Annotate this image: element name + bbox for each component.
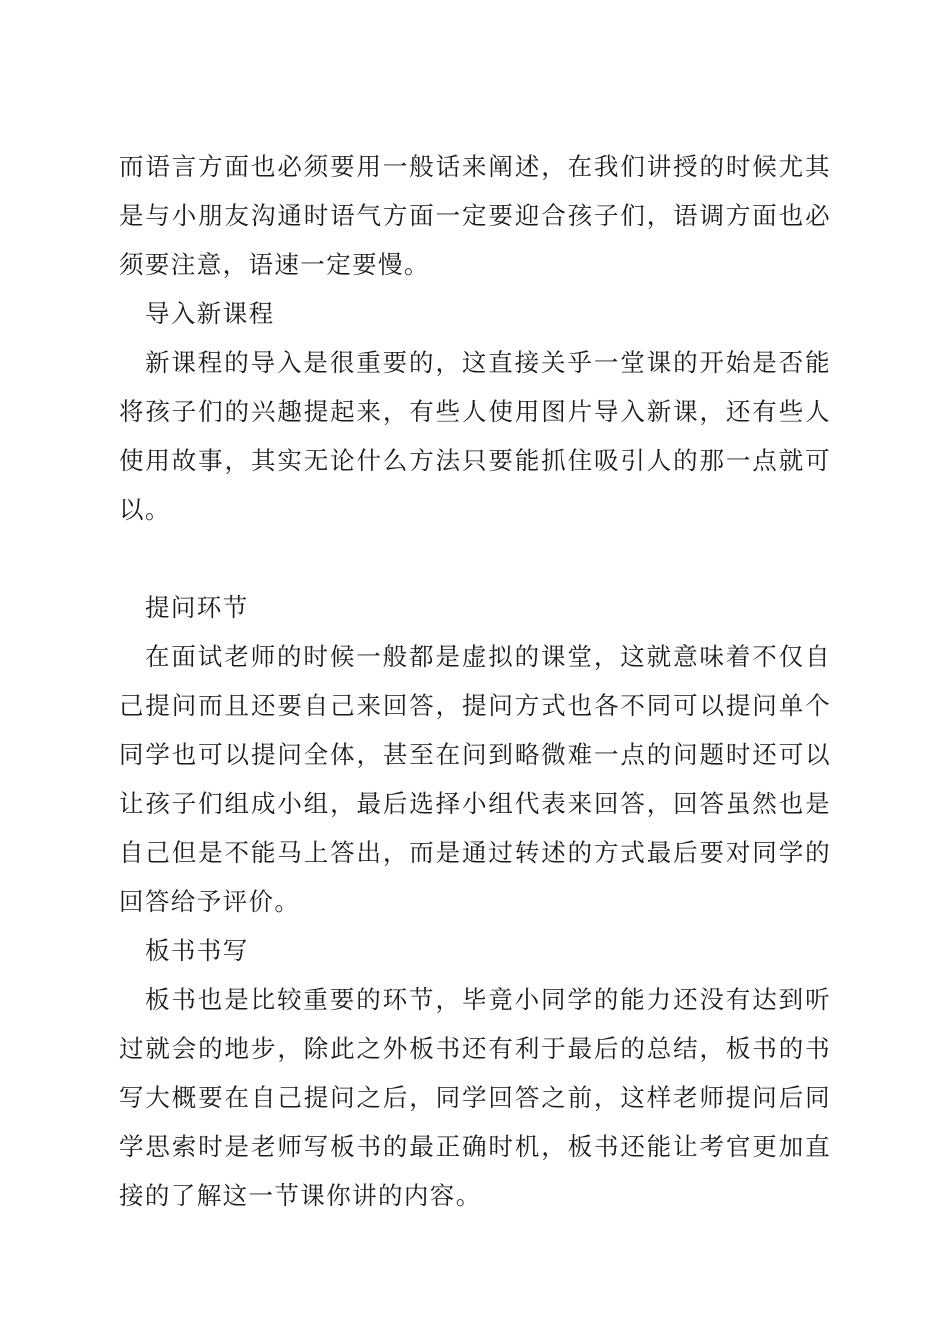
document-body <box>119 142 831 1220</box>
section-heading-intro: 导入新课程 <box>145 299 275 328</box>
blank-line <box>119 534 831 583</box>
paragraph-questions: 在面试老师的时候一般都是虚拟的课堂，这就意味着不仅自己提问而且还要自己来回答，提问方式也各不同可以提问单个同学也可以提问全体，甚至在问到略微难一点的问题时还可以让孩子们组成小组，最后选择小组代表来回答，回答虽然也是自己但是不能马上答出，而是通过转述的方式最后要对同学的回答给予评价。 <box>119 642 831 916</box>
section-heading-blackboard: 板书书写 <box>145 936 249 965</box>
paragraph-blackboard: 板书也是比较重要的环节，毕竟小同学的能力还没有达到听过就会的地步，除此之外板书还有利于最后的总结，板书的书写大概要在自己提问之后，同学回答之前，这样老师提问后同学思索时是老师写板书的最正确时机，板书还能让考官更加直接的了解这一节课你讲的内容。 <box>119 985 831 1210</box>
section-heading-questions: 提问环节 <box>145 593 249 622</box>
paragraph-language-tone: 而语言方面也必须要用一般话来阐述，在我们讲授的时候尤其是与小朋友沟通时语气方面一定要迎合孩子们，语调方面也必须要注意，语速一定要慢。 <box>119 152 831 279</box>
paragraph-intro: 新课程的导入是很重要的，这直接关乎一堂课的开始是否能将孩子们的兴趣提起来，有些人使用图片导入新课，还有些人使用故事，其实无论什么方法只要能抓住吸引人的那一点就可以。 <box>119 348 831 524</box>
